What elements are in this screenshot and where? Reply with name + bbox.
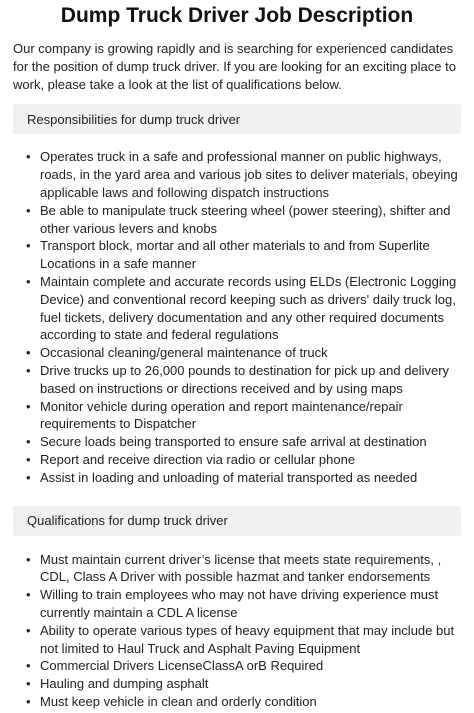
bullet-icon: • xyxy=(26,345,31,361)
bullet-icon: • xyxy=(26,238,31,254)
bullet-icon: • xyxy=(26,202,31,218)
bullet-icon: • xyxy=(26,622,31,638)
responsibilities-list xyxy=(13,148,461,486)
list-item xyxy=(26,202,461,238)
list-item-text: Monitor vehicle during operation and report maintenance/repair requirements to Dispatcher xyxy=(40,398,403,432)
bullet-icon: • xyxy=(26,398,31,414)
responsibilities-header-label: Responsibilities for dump truck driver xyxy=(27,111,241,127)
bullet-icon: • xyxy=(26,587,31,603)
list-item-text: Hauling and dumping asphalt xyxy=(40,676,209,692)
page-title: Dump Truck Driver Job Description xyxy=(60,4,414,27)
list-item xyxy=(26,237,461,273)
list-item-text: Report and receive direction via radio or cellular phone xyxy=(40,451,356,467)
bullet-icon: • xyxy=(26,693,31,709)
list-item-text: Ability to operate various types of heavy equipment that may include but not limited to Haul Truck and Asphalt Paving Equipment xyxy=(40,622,455,656)
bullet-icon: • xyxy=(26,273,31,289)
list-item xyxy=(26,362,461,398)
list-item xyxy=(26,622,461,658)
list-item xyxy=(26,451,461,469)
qualifications-header-label: Qualifications for dump truck driver xyxy=(27,513,228,529)
list-item xyxy=(26,148,461,201)
list-item-text: Drive trucks up to 26,000 pounds to destination for pick up and delivery based on instructions or directions received and by using maps xyxy=(40,362,450,396)
bullet-icon: • xyxy=(26,434,31,450)
responsibilities-header xyxy=(13,104,461,134)
list-item-text: Commercial Drivers LicenseClassA orB Required xyxy=(40,658,324,674)
list-item-text: Be able to manipulate truck steering wheel (power steering), shifter and other various levers and knobs xyxy=(40,202,451,236)
list-item xyxy=(26,273,461,344)
list-item xyxy=(26,586,461,622)
bullet-icon: • xyxy=(26,658,31,674)
list-item xyxy=(26,551,461,587)
list-item xyxy=(26,657,461,675)
list-item xyxy=(26,344,461,362)
list-item xyxy=(26,675,461,693)
intro-paragraph: Our company is growing rapidly and is searching for experienced candidates for the position of dump truck driver. If you are looking for an exciting place to work, please take a look at the list of qualifications below. xyxy=(13,41,456,92)
list-item-text: Secure loads being transported to ensure safe arrival at destination xyxy=(40,434,427,450)
list-item-text: Must keep vehicle in clean and orderly condition xyxy=(40,693,317,709)
bullet-icon: • xyxy=(26,551,31,567)
list-item xyxy=(26,469,461,487)
list-item xyxy=(26,693,461,711)
bullet-icon: • xyxy=(26,469,31,485)
list-item-text: Must maintain current driver’s license that meets state requirements, , CDL, Class A Driver with possible hazmat and tanker endorsements xyxy=(40,551,442,585)
bullet-icon: • xyxy=(26,362,31,378)
list-item xyxy=(26,433,461,451)
bullet-icon: • xyxy=(26,451,31,467)
list-item-text: Maintain complete and accurate records using ELDs (Electronic Logging Device) and conventional record keeping such as drivers' daily truck log, fuel tickets, delivery documentation and any other required documents according to state and federal regulations xyxy=(40,273,457,343)
qualifications-header xyxy=(13,506,461,536)
bullet-icon: • xyxy=(26,676,31,692)
list-item-text: Transport block, mortar and all other materials to and from Superlite Locations in a safe manner xyxy=(40,238,430,272)
list-item-text: Assist in loading and unloading of material transported as needed xyxy=(40,469,418,485)
list-item-text: Occasional cleaning/general maintenance of truck xyxy=(40,345,328,361)
list-item-text: Operates truck in a safe and professional manner on public highways, roads, in the yard area and various job sites to deliver materials, obeying applicable laws and following dispatch instructions xyxy=(40,149,458,200)
bullet-icon: • xyxy=(26,149,31,165)
list-item-text: Willing to train employees who may not have driving experience must currently maintain a CDL A license xyxy=(40,587,439,620)
list-item xyxy=(26,398,461,434)
qualifications-list xyxy=(13,551,461,711)
